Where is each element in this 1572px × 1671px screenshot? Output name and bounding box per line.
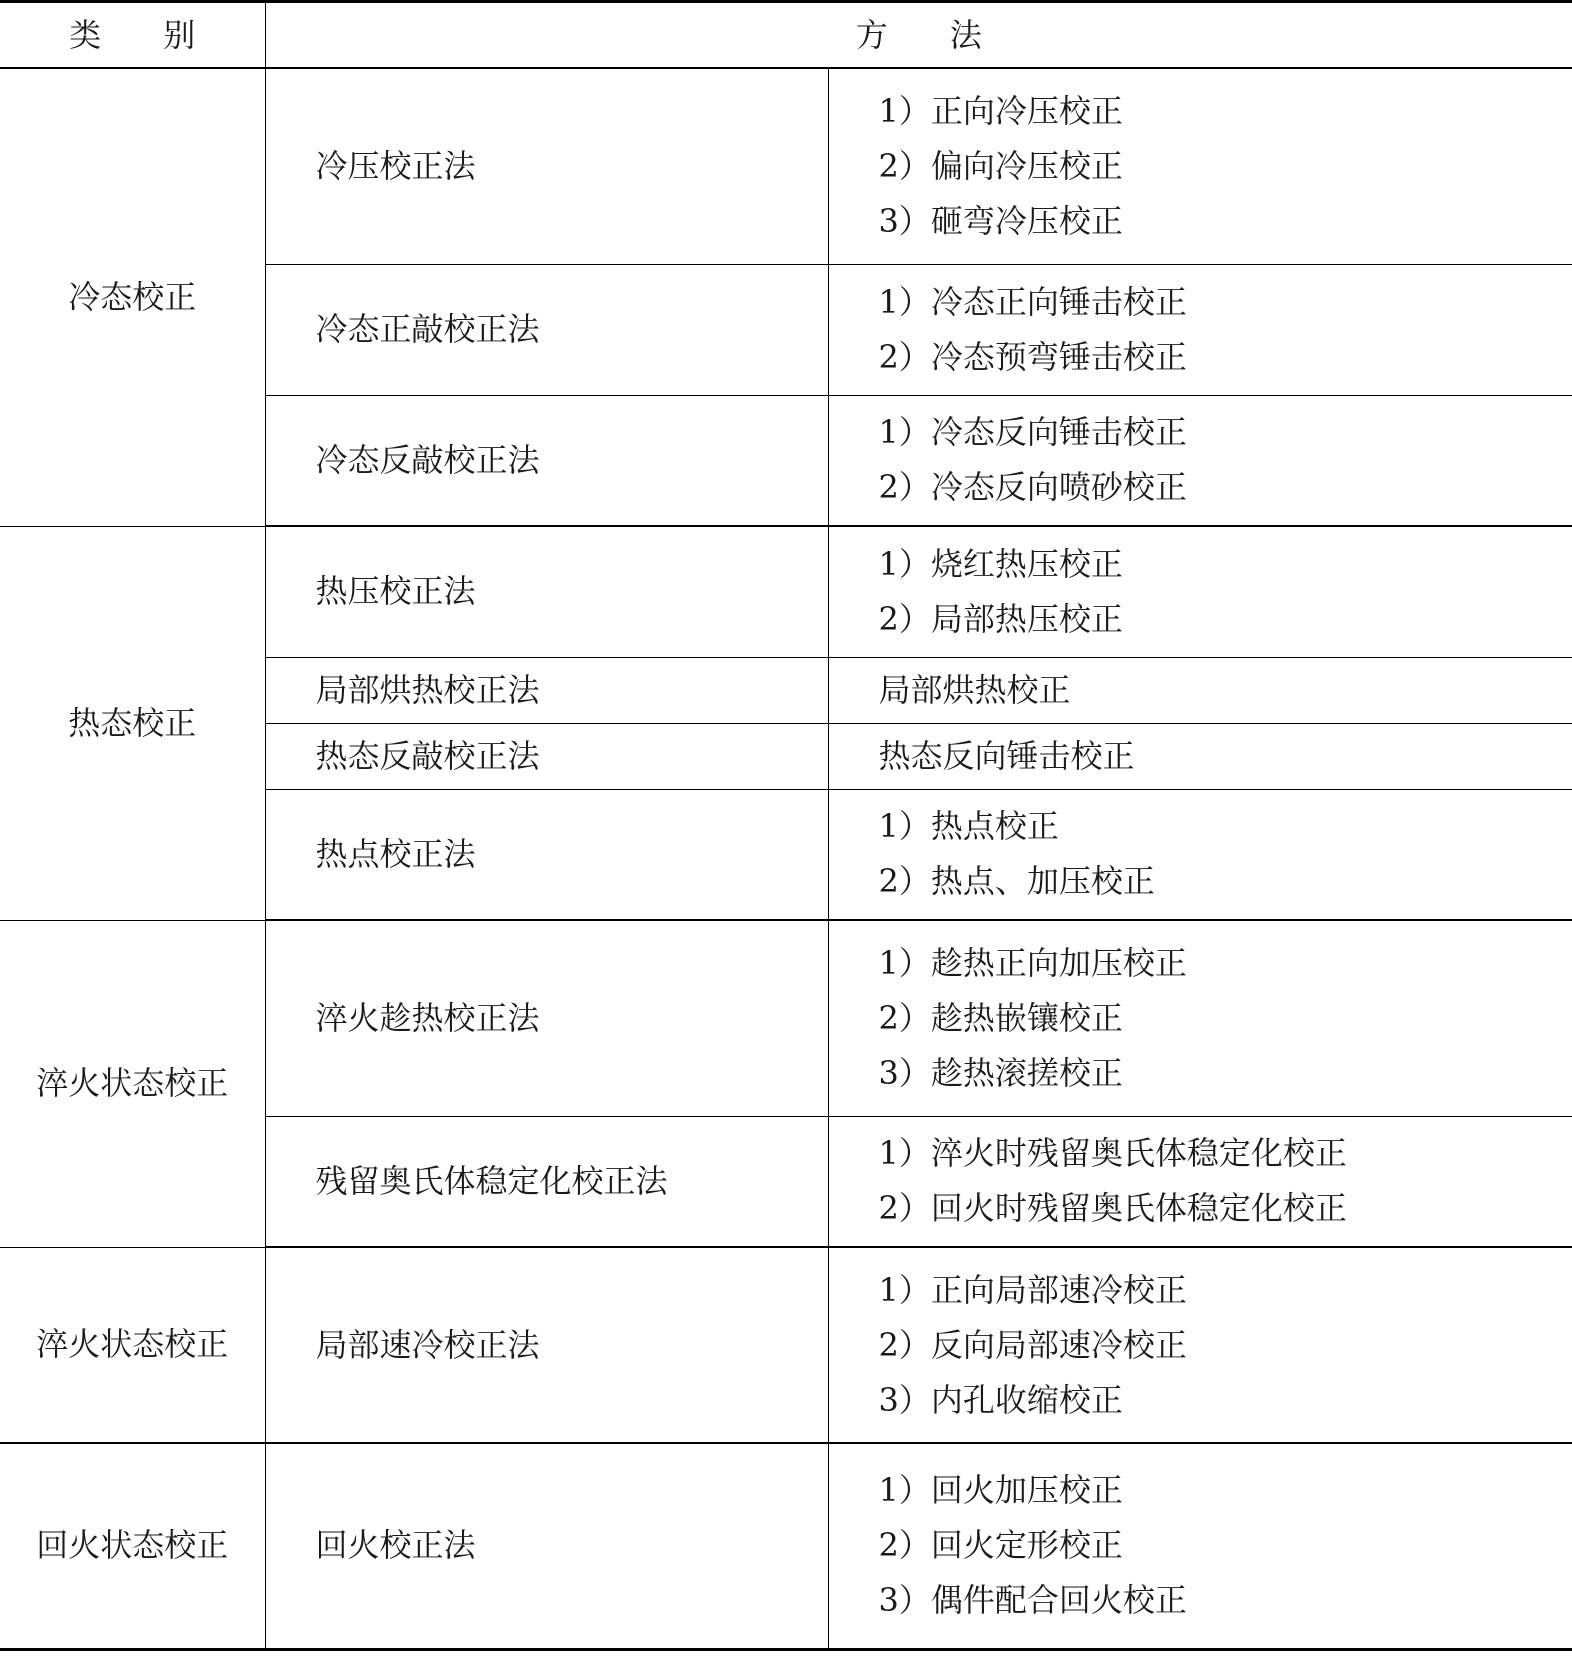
header-category xyxy=(0,2,265,69)
methods-cell xyxy=(828,723,1572,789)
header-method xyxy=(265,2,1572,69)
subcategory-cell: 淬火趁热校正法 xyxy=(265,920,828,1116)
category-cell: 淬火状态校正 xyxy=(0,1247,265,1443)
header-row xyxy=(0,2,1572,69)
subcategory-cell: 局部速冷校正法 xyxy=(265,1247,828,1443)
method-item: 1）冷态反向锤击校正 xyxy=(878,413,1187,452)
table-row xyxy=(0,1443,1572,1649)
method-item: 2）反向局部速冷校正 xyxy=(878,1325,1187,1364)
method-item: 2）趁热嵌镶校正 xyxy=(878,998,1123,1037)
header-category-char-1: 类 xyxy=(69,15,102,54)
subcategory-cell: 热点校正法 xyxy=(265,789,828,920)
method-item: 1）烧红热压校正 xyxy=(878,544,1123,583)
methods-cell xyxy=(828,526,1572,657)
method-item: 2）冷态反向喷砂校正 xyxy=(878,468,1187,507)
methods-cell xyxy=(828,789,1572,920)
methods-cell xyxy=(828,1116,1572,1247)
subcategory-cell: 回火校正法 xyxy=(265,1443,828,1649)
methods-cell xyxy=(828,264,1572,395)
method-item: 2）冷态预弯锤击校正 xyxy=(878,337,1187,376)
method-item: 3）趁热滚搓校正 xyxy=(878,1053,1123,1092)
method-item: 2）回火时残留奥氏体稳定化校正 xyxy=(878,1189,1347,1228)
subcategory-cell: 冷态反敲校正法 xyxy=(265,395,828,526)
table-body xyxy=(0,68,1572,1649)
subcategory-cell: 局部烘热校正法 xyxy=(265,657,828,723)
subcategory-cell: 残留奥氏体稳定化校正法 xyxy=(265,1116,828,1247)
method-item: 3）内孔收缩校正 xyxy=(878,1380,1123,1419)
header-category-char-2: 别 xyxy=(163,15,196,54)
methods-cell xyxy=(828,395,1572,526)
method-item: 局部烘热校正 xyxy=(878,670,1071,709)
subcategory-cell: 冷压校正法 xyxy=(265,68,828,264)
methods-cell xyxy=(828,657,1572,723)
methods-cell xyxy=(828,68,1572,264)
category-cell: 淬火状态校正 xyxy=(0,920,265,1247)
method-item: 1）冷态正向锤击校正 xyxy=(878,282,1187,321)
method-item: 1）正向局部速冷校正 xyxy=(878,1270,1187,1309)
methods-cell xyxy=(828,1247,1572,1443)
method-item: 3）偶件配合回火校正 xyxy=(878,1581,1187,1620)
subcategory-cell: 热压校正法 xyxy=(265,526,828,657)
category-cell: 回火状态校正 xyxy=(0,1443,265,1649)
method-item: 1）回火加压校正 xyxy=(878,1471,1123,1510)
method-item: 1）热点校正 xyxy=(878,807,1059,846)
table-row xyxy=(0,68,1572,264)
table-row xyxy=(0,920,1572,1116)
method-item: 1）正向冷压校正 xyxy=(878,91,1123,130)
header-method-char-1: 方 xyxy=(855,15,888,54)
table-row xyxy=(0,1247,1572,1443)
subcategory-cell: 冷态正敲校正法 xyxy=(265,264,828,395)
method-item: 热态反向锤击校正 xyxy=(878,736,1135,775)
method-item: 2）局部热压校正 xyxy=(878,599,1123,638)
method-item: 1）淬火时残留奥氏体稳定化校正 xyxy=(878,1134,1347,1173)
method-item: 2）偏向冷压校正 xyxy=(878,146,1123,185)
category-cell: 热态校正 xyxy=(0,526,265,920)
method-item: 3）砸弯冷压校正 xyxy=(878,201,1123,240)
subcategory-cell: 热态反敲校正法 xyxy=(265,723,828,789)
methods-cell xyxy=(828,920,1572,1116)
category-cell: 冷态校正 xyxy=(0,68,265,526)
methods-cell xyxy=(828,1443,1572,1649)
table-row xyxy=(0,526,1572,657)
method-item: 1）趁热正向加压校正 xyxy=(878,943,1187,982)
method-item: 2）回火定形校正 xyxy=(878,1526,1123,1565)
header-method-char-2: 法 xyxy=(949,15,982,54)
method-item: 2）热点、加压校正 xyxy=(878,862,1155,901)
